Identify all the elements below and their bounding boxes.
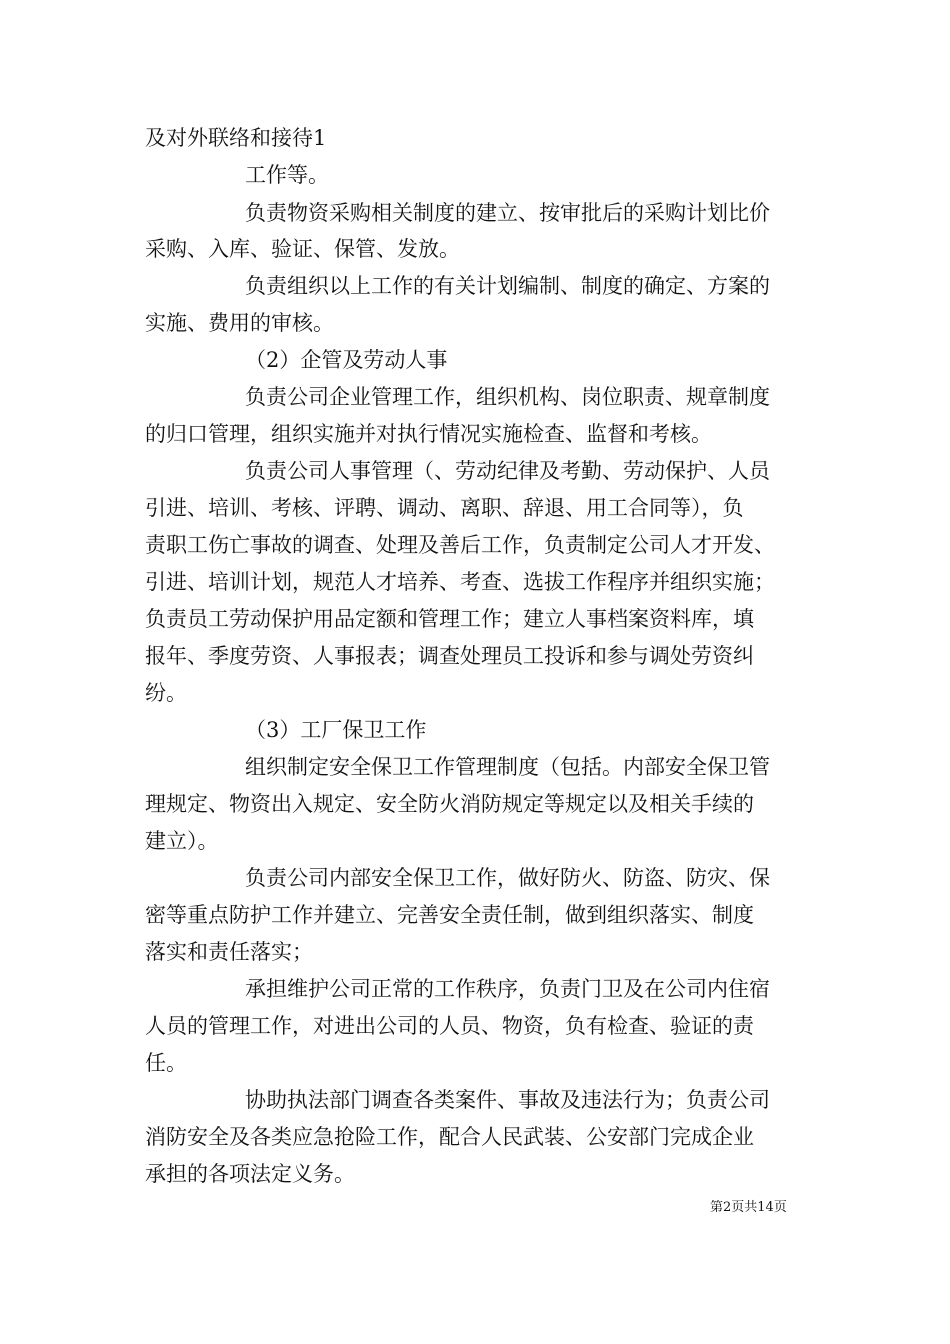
text-line: 任。 <box>145 1051 187 1075</box>
text-line: 及对外联络和接待1 <box>145 126 327 150</box>
text-line: 报年、季度劳资、人事报表；调查处理员工投诉和参与调处劳资纠 <box>145 644 754 668</box>
section-heading: （3）工厂保卫工作 <box>245 718 427 742</box>
text-line: 采购、入库、验证、保管、发放。 <box>145 237 460 261</box>
text-line: 纷。 <box>145 681 187 705</box>
text-line: 引进、培训计划，规范人才培养、考查、选拔工作程序并组织实施； <box>145 570 775 594</box>
text-line: 工作等。 <box>245 163 329 187</box>
text-line: 消防安全及各类应急抢险工作，配合人民武装、公安部门完成企业 <box>145 1125 754 1149</box>
text-line: 负责物资采购相关制度的建立、按审批后的采购计划比价 <box>245 201 770 225</box>
text-line: 落实和责任落实； <box>145 940 313 964</box>
text-line: 承担维护公司正常的工作秩序，负责门卫及在公司内住宿 <box>245 977 770 1001</box>
text-line: 密等重点防护工作并建立、完善安全责任制，做到组织落实、制度 <box>145 903 754 927</box>
text-line: 负责组织以上工作的有关计划编制、制度的确定、方案的 <box>245 274 770 298</box>
text-line: 引进、培训、考核、评聘、调动、离职、辞退、用工合同等），负 <box>145 496 744 520</box>
text-line: 人员的管理工作，对进出公司的人员、物资，负有检查、验证的责 <box>145 1014 754 1038</box>
page-number: 第2页共14页 <box>710 1200 787 1215</box>
text-line: 负责公司内部安全保卫工作，做好防火、防盗、防灾、保 <box>245 866 770 890</box>
text-line: 负责公司企业管理工作，组织机构、岗位职责、规章制度 <box>245 385 770 409</box>
text-line: 负责员工劳动保护用品定额和管理工作；建立人事档案资料库，填 <box>145 607 754 631</box>
text-line: 的归口管理，组织实施并对执行情况实施检查、监督和考核。 <box>145 422 712 446</box>
text-line: 负责公司人事管理（、劳动纪律及考勤、劳动保护、人员 <box>245 459 770 483</box>
text-line: 承担的各项法定义务。 <box>145 1162 355 1186</box>
text-line: 组织制定安全保卫工作管理制度（包括。内部安全保卫管 <box>245 755 770 779</box>
text-line: 责职工伤亡事故的调查、处理及善后工作，负责制定公司人才开发、 <box>145 533 775 557</box>
text-line: 理规定、物资出入规定、安全防火消防规定等规定以及相关手续的 <box>145 792 754 816</box>
text-line: 协助执法部门调查各类案件、事故及违法行为；负责公司 <box>245 1088 770 1112</box>
text-line: 实施、费用的审核。 <box>145 311 334 335</box>
section-heading: （2）企管及劳动人事 <box>245 348 448 372</box>
text-line: 建立）。 <box>145 829 219 853</box>
